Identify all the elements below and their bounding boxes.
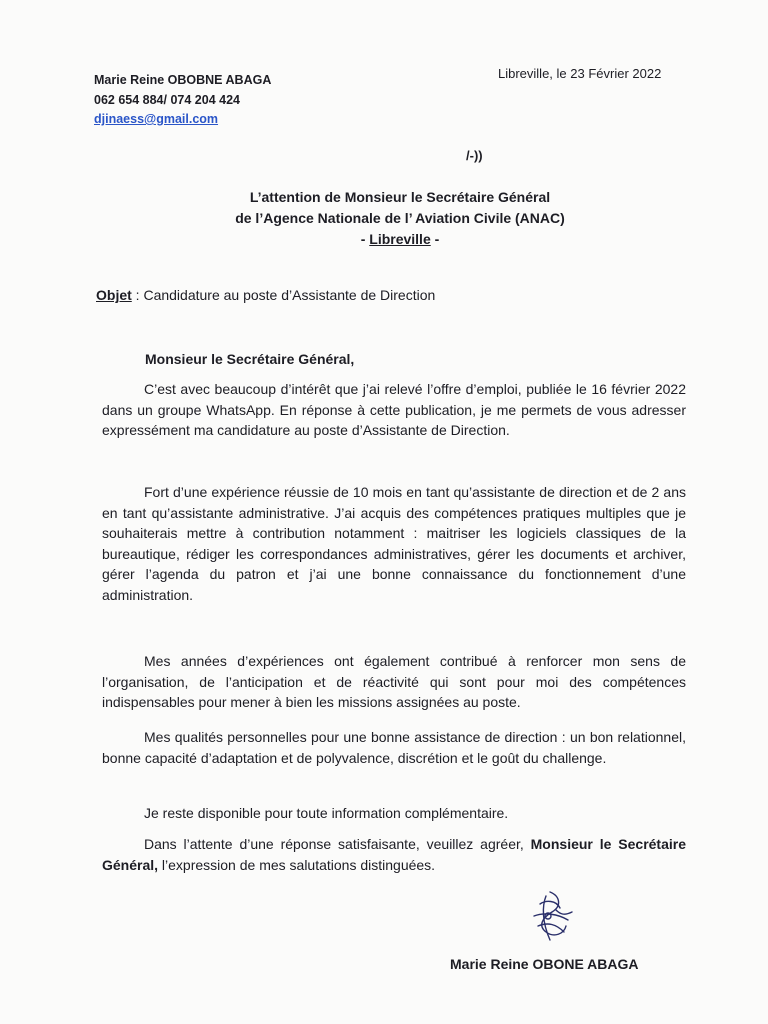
closing-before: Dans l’attente d’une réponse satisfaisante, veuillez agréer, xyxy=(144,836,531,852)
salutation: Monsieur le Secrétaire Général, xyxy=(145,351,355,367)
sender-email-link[interactable]: djinaess@gmail.com xyxy=(94,112,219,126)
subject-line xyxy=(96,287,435,303)
closing-bold: Monsieur le Secrétaire Général, xyxy=(102,836,686,873)
body-paragraph-4: Mes qualités personnelles pour une bonne assistance de direction : un bon relationnel, bonne capacité d’adaptation et de polyvalence, discrétion et le goût du challenge. xyxy=(102,729,686,766)
recipient-line-3-prefix: - xyxy=(360,231,370,247)
subject-text: Candidature au poste d’Assistante de Direction xyxy=(143,287,436,303)
sender-phones: 062 654 884/ 074 204 424 xyxy=(94,93,240,107)
body-paragraph-1: C’est avec beaucoup d’intérêt que j’ai relevé l’offre d’emploi, publiée le 16 février 2022 dans un groupe WhatsApp. En réponse à cette publication, je me permets de vous adresser expressément ma candidature au poste d’Assistante de Direction. xyxy=(102,381,686,438)
subject-separator: : xyxy=(131,287,144,303)
recipient-city: Libreville xyxy=(369,231,431,247)
place-date: Libreville, le 23 Février 2022 xyxy=(498,66,662,81)
closing-paragraph xyxy=(102,834,686,875)
body-paragraph-3: Mes années d’expériences ont également contribué à renforcer mon sens de l’organisation, de l’anticipation et de réactivité qui sont pour moi des compétences indispensables pour mener à bien les missions assignées au poste. xyxy=(102,653,686,710)
handwritten-signature xyxy=(520,886,580,946)
recipient-line-1: L’attention de Monsieur le Secrétaire Général xyxy=(249,189,551,205)
signer-name: Marie Reine OBONE ABAGA xyxy=(450,956,639,972)
recipient-line-3 xyxy=(200,229,600,250)
reference-mark: /-)) xyxy=(466,148,483,163)
body-paragraph-2: Fort d’une expérience réussie de 10 mois en tant qu’assistante de direction et de 2 ans en tant qu’assistante administrative. J’ai acquis des compétences pratiques multiples que je souhaiterais mettre à contribution notamment : maitriser les logiciels classiques de la bureautique, rédiger les correspondances administratives, gérer les documents et archiver, gérer l’agenda du patron et j’ai une bonne connaissance du fonctionnement d’une administration. xyxy=(102,484,686,603)
closing-after: l’expression de mes salutations distinguées. xyxy=(158,856,436,873)
subject-label: Objet xyxy=(96,287,132,303)
recipient-line-3-suffix: - xyxy=(430,231,440,247)
body-paragraph-5: Je reste disponible pour toute information complémentaire. xyxy=(144,805,509,821)
sender-name: Marie Reine OBOBNE ABAGA xyxy=(94,73,272,87)
recipient-line-2: de l’Agence Nationale de l’ Aviation Civile (ANAC) xyxy=(235,210,565,226)
recipient-block xyxy=(200,187,600,250)
